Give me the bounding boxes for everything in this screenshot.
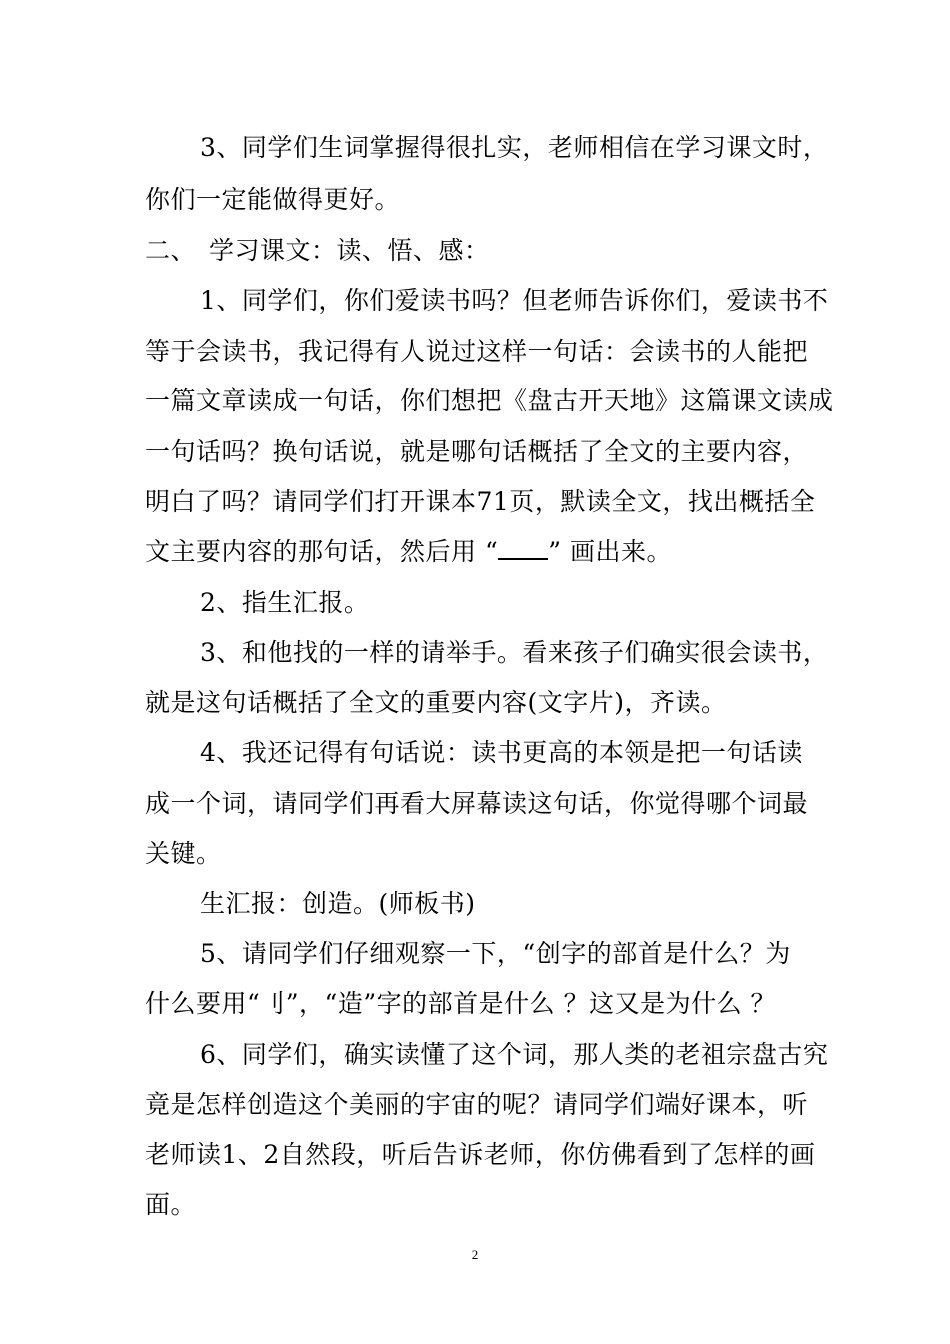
paragraph-line: 你们一定能做得更好。 (145, 185, 401, 214)
line-text: 文主要内容的那句话，然后用 “ (145, 537, 499, 566)
paragraph-line: 老师读1、2自然段，听后告诉老师，你仿佛看到了怎样的画 (145, 1140, 816, 1169)
paragraph-line: 6、同学们，确实读懂了这个词，那人类的老祖宗盘古究 (200, 1040, 829, 1069)
paragraph-line (145, 536, 672, 568)
paragraph-line: 1、同学们，你们爱读书吗？但老师告诉你们，爱读书不 (200, 286, 829, 315)
paragraph-line: 3、同学们生词掌握得很扎实，老师相信在学习课文时， (200, 133, 829, 162)
paragraph-line: 2、指生汇报。 (200, 588, 370, 617)
paragraph-line: 等于会读书，我记得有人说过这样一句话：会读书的人能把 (145, 337, 809, 366)
paragraph-line: 一句话吗？换句话说，就是哪句话概括了全文的主要内容， (145, 437, 809, 466)
paragraph-line: 一篇文章读成一句话，你们想把《盘古开天地》这篇课文读成 (145, 386, 834, 415)
paragraph-line: 明白了吗？请同学们打开课本71页，默读全文，找出概括全 (145, 487, 816, 516)
paragraph-line: 3、和他找的一样的请举手。看来孩子们确实很会读书， (200, 638, 829, 667)
paragraph-line: 面。 (145, 1190, 197, 1219)
paragraph-line: 5、请同学们仔细观察一下，“创字的部首是什么？为 (200, 939, 791, 968)
paragraph-line: 成一个词，请同学们再看大屏幕读这句话，你觉得哪个词最 (145, 789, 809, 818)
underline-blank (498, 536, 548, 560)
paragraph-line: 4、我还记得有句话说：读书更高的本领是把一句话读 (200, 738, 803, 767)
paragraph-line: 就是这句话概括了全文的重要内容(文字片)，齐读。 (145, 688, 727, 717)
line-text-suffix: ” 画出来。 (548, 537, 672, 566)
paragraph-line: 关键。 (145, 839, 222, 868)
section-heading: 二、 学习课文：读、悟、感： (145, 236, 490, 265)
paragraph-line: 竟是怎样创造这个美丽的宇宙的呢？请同学们端好课本，听 (145, 1090, 809, 1119)
page-number: 2 (471, 1247, 479, 1262)
paragraph-line: 什么要用“刂”，“造”字的部首是什么 ？这又是为什么 ？ (145, 989, 777, 1018)
paragraph-line: 生汇报：创造。(师板书) (200, 889, 476, 918)
